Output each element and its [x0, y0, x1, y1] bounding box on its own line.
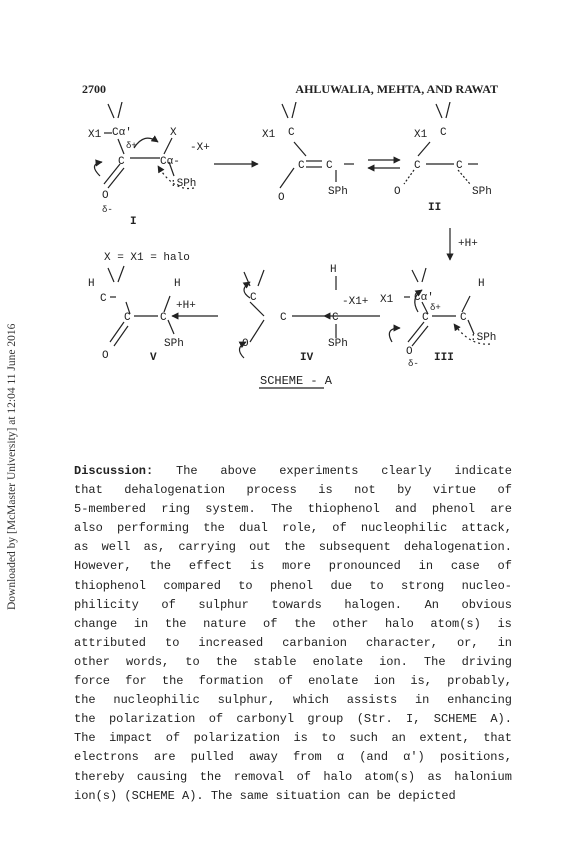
word: case [450, 559, 480, 574]
sph-IV: SPh [328, 338, 348, 350]
word: such [349, 731, 378, 746]
word: The [210, 788, 240, 803]
word: The [176, 464, 198, 478]
word: by [397, 483, 412, 498]
word: of [497, 483, 512, 498]
word: However, [74, 559, 132, 574]
word: thiophenol [74, 578, 147, 593]
word: of [263, 616, 278, 631]
word: assists [346, 693, 398, 708]
oxygen-enolate: O [278, 192, 285, 204]
word: that [74, 483, 103, 498]
word: performing [117, 521, 190, 536]
word: nucleo- [461, 578, 512, 593]
c-alpha-I: Cα' [112, 127, 132, 139]
minus-x1-IV: -X1+ [342, 296, 369, 308]
word: out [249, 540, 271, 555]
word: compared [163, 578, 221, 593]
word: in [418, 559, 434, 574]
word: enolate [312, 654, 364, 669]
carbon-IV-top: C [250, 292, 257, 304]
word: subsequent [318, 540, 391, 555]
word: halo [323, 769, 353, 784]
word: ion(s) [74, 788, 125, 803]
carbon-IV-2: C [280, 312, 287, 324]
word: polarization [108, 712, 196, 727]
word: force [74, 674, 111, 689]
text-line [74, 672, 512, 691]
word: as [74, 540, 89, 555]
word: positions, [439, 750, 512, 765]
word: 5-membered [74, 502, 147, 517]
word: atom(s) [364, 769, 416, 784]
word: nature [203, 616, 247, 631]
word: α') [403, 750, 425, 765]
word: are [490, 502, 512, 517]
word: The [74, 731, 96, 746]
word: to [321, 731, 336, 746]
word: in [414, 693, 430, 708]
text-line [74, 653, 512, 672]
word: is [293, 731, 308, 746]
text-line [74, 691, 512, 710]
scheme-title: SCHEME - A [260, 374, 333, 388]
word: also [74, 521, 103, 536]
word: is [318, 483, 333, 498]
word: thiophenol [307, 502, 380, 517]
word: due [330, 578, 353, 593]
delta-minus-I: δ- [102, 205, 113, 215]
c-alpha-minus-I: Cα- [160, 156, 180, 168]
text-line [74, 596, 512, 615]
word: the [164, 616, 187, 631]
word: towards [271, 597, 322, 612]
word: of [208, 712, 224, 727]
condition-text: X = X1 = halo [104, 252, 190, 264]
word: polarization [193, 731, 281, 746]
sph-enolate: SPh [328, 186, 348, 198]
word: is [249, 559, 265, 574]
word: from [292, 750, 322, 765]
word: phenol [431, 502, 476, 517]
carbon-IV: C [332, 312, 339, 324]
delta-plus-I: δ+ [126, 141, 137, 151]
word: to [165, 635, 180, 650]
word: are [153, 750, 176, 765]
word: depicted [398, 788, 456, 803]
word: increased [198, 635, 264, 650]
oxygen-V: O [102, 350, 109, 362]
oxygen-III: O [406, 346, 413, 358]
word: the [149, 559, 172, 574]
word: words, [126, 654, 170, 669]
h-IV: H [330, 264, 337, 276]
sph-II: SPh [472, 186, 492, 198]
word: probably, [447, 674, 512, 689]
word: (and [359, 750, 389, 765]
text-line [74, 729, 512, 748]
text-line [74, 787, 512, 806]
word: enolate [308, 674, 359, 689]
word: of [332, 521, 347, 536]
carbon-enolate: C [298, 160, 305, 172]
word: philicity [74, 597, 139, 612]
word: other [332, 616, 369, 631]
word: system. [205, 502, 256, 517]
carbon-III: C [422, 312, 429, 324]
word: as [427, 769, 442, 784]
word: dehalogenation. [403, 540, 512, 555]
word: an [391, 731, 406, 746]
download-watermark [4, 250, 20, 610]
word: atom(s) [430, 616, 481, 631]
text-line [74, 557, 512, 576]
word: which [292, 693, 329, 708]
label-III: III [434, 352, 454, 364]
sph-I: :SPh [170, 178, 197, 190]
word: in [497, 635, 512, 650]
word: thereby [74, 769, 125, 784]
text-line [74, 615, 512, 634]
word: be [376, 788, 399, 803]
word: the [74, 712, 96, 727]
word: effect [188, 559, 233, 574]
discussion-heading: Discussion: [74, 464, 154, 478]
word: away [249, 750, 278, 765]
h-III: H [478, 278, 485, 290]
word: pronounced [328, 559, 401, 574]
word: well [101, 540, 131, 555]
label-IV: IV [300, 352, 314, 364]
word: nucleophilic [360, 521, 448, 536]
word: the [74, 693, 96, 708]
label-II: II [428, 202, 442, 214]
delta-plus-III: δ+ [430, 303, 441, 313]
word: that [483, 731, 512, 746]
carbon-II-top: C [440, 127, 447, 139]
word: causing [136, 769, 188, 784]
word: extent, [419, 731, 470, 746]
text-line [74, 519, 512, 538]
oxygen-II: O [394, 186, 401, 198]
h-V: H [88, 278, 95, 290]
word: as, [143, 540, 166, 555]
word: (Str. [356, 712, 393, 727]
word: The [270, 502, 293, 517]
reagent-h-IV: +H+ [176, 300, 196, 312]
word: of [296, 769, 311, 784]
x1-label-enolate: X1 [262, 129, 276, 141]
word: and [395, 502, 417, 517]
carbon-II-2: C [456, 160, 463, 172]
word: nucleophilic [113, 693, 200, 708]
word: stable [253, 654, 297, 669]
word: the [203, 521, 225, 536]
carbon-V-top: C [100, 293, 107, 305]
reagent-h-II: +H+ [458, 238, 478, 250]
word: halonium [454, 769, 512, 784]
word: α [336, 750, 345, 765]
word: removal [233, 769, 285, 784]
word: phenol [269, 578, 314, 593]
word: of [165, 731, 181, 746]
word: to [185, 654, 200, 669]
word: is [497, 616, 512, 631]
text-line [74, 634, 512, 653]
x1-label-I: X1 [88, 129, 102, 141]
word: sulphur, [217, 693, 276, 708]
word: not [354, 483, 376, 498]
word: process [246, 483, 297, 498]
text-line [74, 710, 512, 729]
word: carbonyl [236, 712, 295, 727]
delta-minus-III: δ- [408, 359, 419, 369]
word: above [220, 464, 257, 478]
word: the [199, 769, 222, 784]
word: ion. [379, 654, 408, 669]
word: to [238, 578, 253, 593]
text-line [74, 538, 512, 557]
word: (SCHEME [124, 788, 183, 803]
word: An [424, 597, 439, 612]
carbon-II: C [414, 160, 421, 172]
word: for [125, 674, 147, 689]
word: impact [109, 731, 153, 746]
word: ring [161, 502, 191, 517]
word: or, [456, 635, 479, 650]
word: The [423, 654, 446, 669]
word: more [282, 559, 311, 574]
text-line [74, 481, 512, 500]
word: electrons [74, 750, 139, 765]
word: to [369, 578, 384, 593]
carbon-III-2: C [460, 312, 467, 324]
word: attributed [74, 635, 147, 650]
word: the [283, 540, 306, 555]
word: I, [406, 712, 421, 727]
minus-x-reagent: -X+ [190, 142, 210, 154]
download-note: Downloaded by [McMaster University] at 12:04 11 June 2016 [6, 323, 18, 610]
carbon-V-2: C [160, 312, 167, 324]
word: strong [401, 578, 445, 593]
word: ion [373, 674, 396, 689]
sph-III: :SPh [470, 332, 497, 344]
c-alpha-III: Cα' [414, 292, 434, 304]
carbon-enolate-2: C [326, 160, 333, 172]
word: sulphur [198, 597, 249, 612]
sph-V: SPh [164, 338, 184, 350]
word: halo [384, 616, 414, 631]
word: character, [365, 635, 438, 650]
word: group [307, 712, 344, 727]
text-line [74, 768, 512, 787]
label-V: V [150, 352, 157, 364]
word: A). [490, 712, 512, 727]
carbon-V: C [124, 312, 131, 324]
word: is, [410, 674, 432, 689]
oxygen-I: O [102, 190, 109, 202]
word: clearly [381, 464, 432, 478]
word: the [161, 674, 184, 689]
text-line [74, 500, 512, 519]
word: same [239, 788, 276, 803]
text-line [74, 462, 512, 481]
word: indicate [454, 464, 512, 478]
word: halogen. [344, 597, 402, 612]
word: virtue [432, 483, 477, 498]
word: enhancing [447, 693, 512, 708]
label-I: I [130, 216, 137, 228]
word: pulled [190, 750, 234, 765]
word: carrying [178, 540, 236, 555]
page-number: 2700 [82, 82, 106, 96]
word: SCHEME [433, 712, 477, 727]
running-head-authors: AHLUWALIA, MEHTA, AND RAWAT [295, 82, 498, 96]
word: other [74, 654, 111, 669]
text-line [74, 577, 512, 596]
word: dual [239, 521, 268, 536]
h-V-2: H [174, 278, 181, 290]
word: formation [198, 674, 264, 689]
word: role, [282, 521, 319, 536]
carbon-enolate-top: C [288, 127, 295, 139]
word: carbanion [282, 635, 347, 650]
x-label-I: X [170, 127, 177, 139]
word: driving [461, 654, 512, 669]
x1-label-III: X1 [380, 294, 394, 306]
word: attack, [461, 521, 512, 536]
reaction-scheme [74, 102, 514, 402]
oxygen-IV: O [242, 338, 249, 350]
word: dehalogenation [124, 483, 226, 498]
word: can [347, 788, 377, 803]
word: the [215, 654, 238, 669]
discussion-text [74, 462, 512, 806]
word: in [133, 616, 149, 631]
word: the [294, 616, 316, 631]
word: of [161, 597, 176, 612]
word: change [74, 616, 118, 631]
carbon-I: C [118, 156, 125, 168]
word: A). [182, 788, 211, 803]
word: of [497, 559, 512, 574]
word: obvious [461, 597, 512, 612]
word: situation [275, 788, 348, 803]
text-line [74, 748, 512, 767]
x1-label-II: X1 [414, 129, 428, 141]
word: experiments [279, 464, 359, 478]
word: of [278, 674, 293, 689]
